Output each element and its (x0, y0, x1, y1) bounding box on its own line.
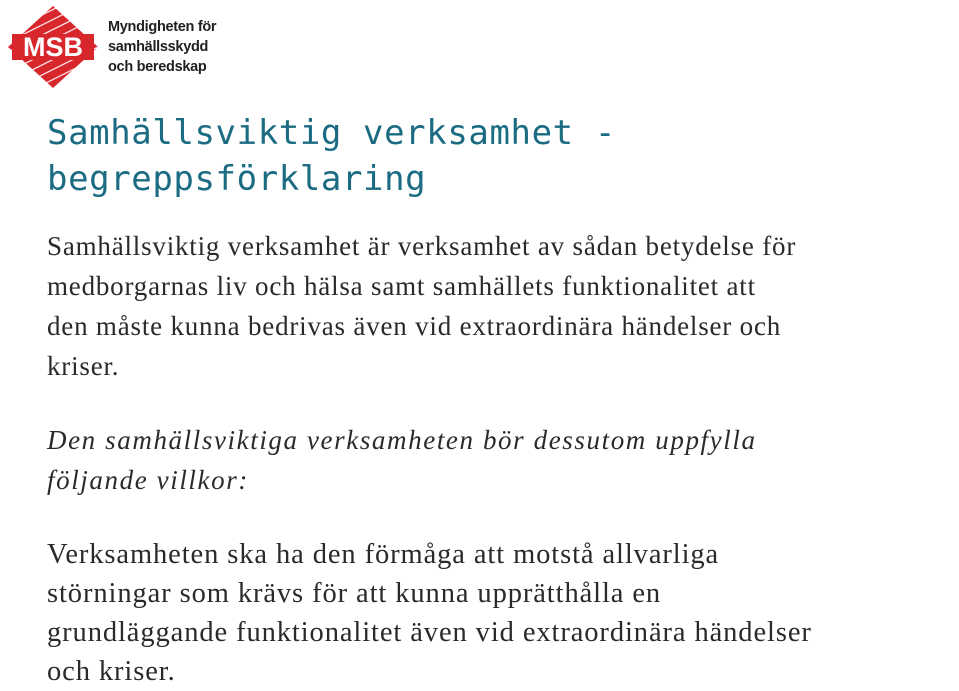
condition-line: Verksamheten ska ha den förmåga att motstå allvarliga (47, 539, 720, 570)
page-title-line: Samhällsviktig verksamhet - (47, 113, 616, 153)
condition-paragraph (47, 535, 812, 691)
page-title (47, 110, 616, 202)
conditions-intro-line: följande villkor: (47, 465, 249, 495)
msb-logo (4, 4, 219, 90)
page-title-line: begreppsförklaring (47, 159, 427, 199)
conditions-intro-paragraph (47, 420, 757, 500)
msb-logo-letters: MSB (23, 32, 83, 62)
definition-line: den måste kunna bedrivas även vid extraordinära händelser och (47, 311, 782, 341)
condition-line: grundläggande funktionalitet även vid extraordinära händelser (47, 617, 812, 648)
conditions-intro-line: Den samhällsviktiga verksamheten bör dessutom uppfylla (47, 425, 757, 455)
agency-name-line: samhällsskydd (108, 39, 209, 55)
definition-line: Samhällsviktig verksamhet är verksamhet av sådan betydelse för (47, 231, 797, 261)
definition-line: medborgarnas liv och hälsa samt samhällets funktionalitet att (47, 271, 756, 301)
agency-name (108, 17, 216, 77)
definition-paragraph (47, 226, 796, 386)
condition-line: och kriser. (47, 656, 176, 687)
agency-name-line: och beredskap (108, 59, 207, 75)
agency-name-line: Myndigheten för (108, 19, 217, 35)
msb-logo-mark (4, 4, 102, 90)
definition-line: kriser. (47, 351, 120, 381)
condition-line: störningar som krävs för att kunna upprätthålla en (47, 578, 662, 609)
